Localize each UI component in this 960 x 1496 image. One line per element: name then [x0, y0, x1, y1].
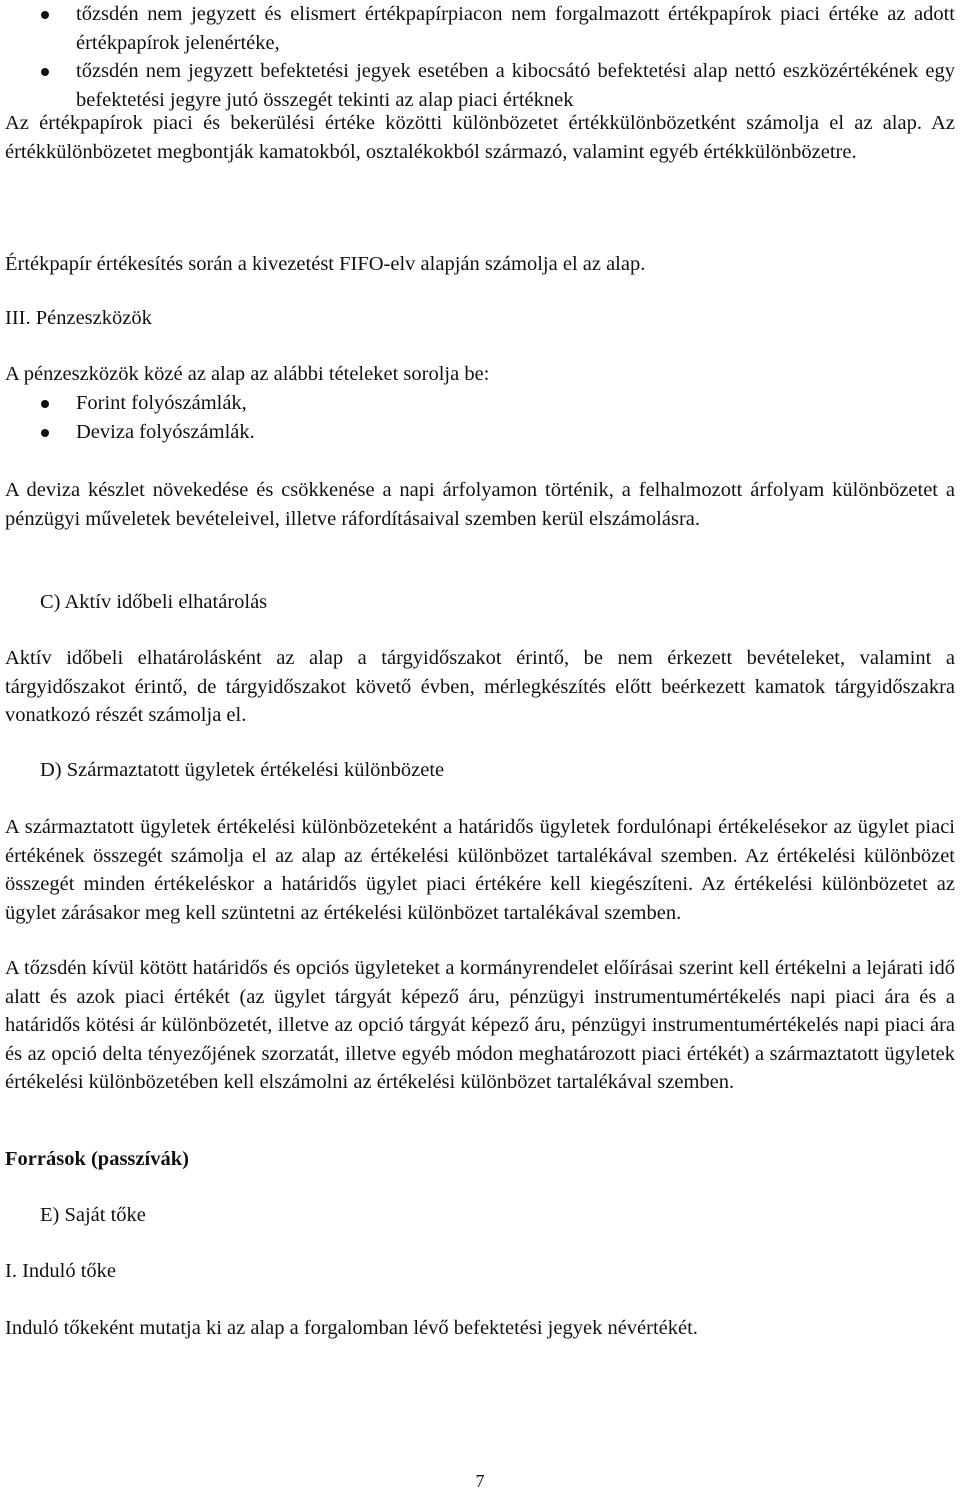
section-heading-initial-capital: I. Induló tőke	[5, 1260, 117, 1282]
paragraph-initial-capital: Induló tőkeként mutatja ki az alap a forgalomban lévő befektetési jegyek névértékét.	[5, 1317, 698, 1339]
list-item: tőzsdén nem jegyzett és elismert értékpapírpiacon nem forgalmazott értékpapírok piaci értéke az adott értékpapírok jelenértéke,	[5, 0, 955, 57]
paragraph-fx: A deviza készlet növekedése és csökkenése a napi árfolyamon történik, a felhalmozott árfolyam különbözetet a pénzügyi műveletek bevételeivel, illetve ráfordításaival szemben kerül elszámolásra.	[5, 479, 955, 530]
list-item: Deviza folyószámlák.	[5, 418, 955, 447]
paragraph-derivatives-2: A tőzsdén kívül kötött határidős és opciós ügyleteket a kormányrendelet előírásai szerint kell értékelni a lejárati idő alatt és azok piaci értékét (az ügylet tárgyát képező áru, pénzügyi instrumentumértékelés napi piaci ára és a határidős kötési ár különbözetét, illetve az opció tárgyát képező áru, pénzügyi instrumentumértékelés napi piaci ára és az opció delta tényezőjének szorzatát, illetve egyéb módon meghatározott piaci értékét) a származtatott ügyletek értékelési különbözetében kell elszámolni az értékelési különbözet tartalékával szemben.	[5, 957, 955, 1094]
section-heading-sources: Források (passzívák)	[5, 1148, 189, 1170]
section-heading-d: D) Származtatott ügyletek értékelési különbözete	[40, 759, 445, 781]
section-heading-cash: III. Pénzeszközök	[5, 307, 152, 329]
paragraph-derivatives-1: A származtatott ügyletek értékelési különbözeteként a határidős ügyletek fordulónapi értékelésekor az ügylet piaci értékének összegét számolja el az alap az értékelési különbözet tartalékával szemben. Az értékelési különbözet összegét minden értékeléskor a határidős ügylet piaci értékére kell kiegészíteni. Az értékelési különbözetet az ügylet zárásakor meg kell szüntetni az értékelési különbözet tartalékával szemben.	[5, 816, 955, 924]
cash-bullet-list	[5, 389, 955, 446]
paragraph-value-difference: Az értékpapírok piaci és bekerülési értéke közötti különbözetet értékkülönbözetként számolja el az alap. Az értékkülönbözetet megbontják kamatokból, osztalékokból származó, valamint egyéb értékkülönbözetre.	[5, 112, 955, 163]
paragraph-fifo: Értékpapír értékesítés során a kivezetést FIFO-elv alapján számolja el az alap.	[5, 253, 646, 275]
list-item: tőzsdén nem jegyzett befektetési jegyek esetében a kibocsátó befektetési alap nettó eszközértékének egy befektetési jegyre jutó összegét tekinti az alap piaci értéknek	[5, 57, 955, 114]
page-number: 7	[475, 1471, 485, 1491]
section-heading-c: C) Aktív időbeli elhatárolás	[40, 591, 268, 613]
paragraph-cash-intro: A pénzeszközök közé az alap az alábbi tételeket sorolja be:	[5, 363, 490, 385]
valuation-bullet-list	[5, 0, 955, 114]
list-item: Forint folyószámlák,	[5, 389, 955, 418]
section-heading-e: E) Saját tőke	[40, 1204, 146, 1226]
paragraph-accrual: Aktív időbeli elhatárolásként az alap a tárgyidőszakot érintő, be nem érkezett bevételeket, valamint a tárgyidőszakot érintő, de tárgyidőszakot követő évben, mérlegkészítés előtt beérkezett kamatok tárgyidőszakra vonatkozó részét számolja el.	[5, 647, 955, 727]
